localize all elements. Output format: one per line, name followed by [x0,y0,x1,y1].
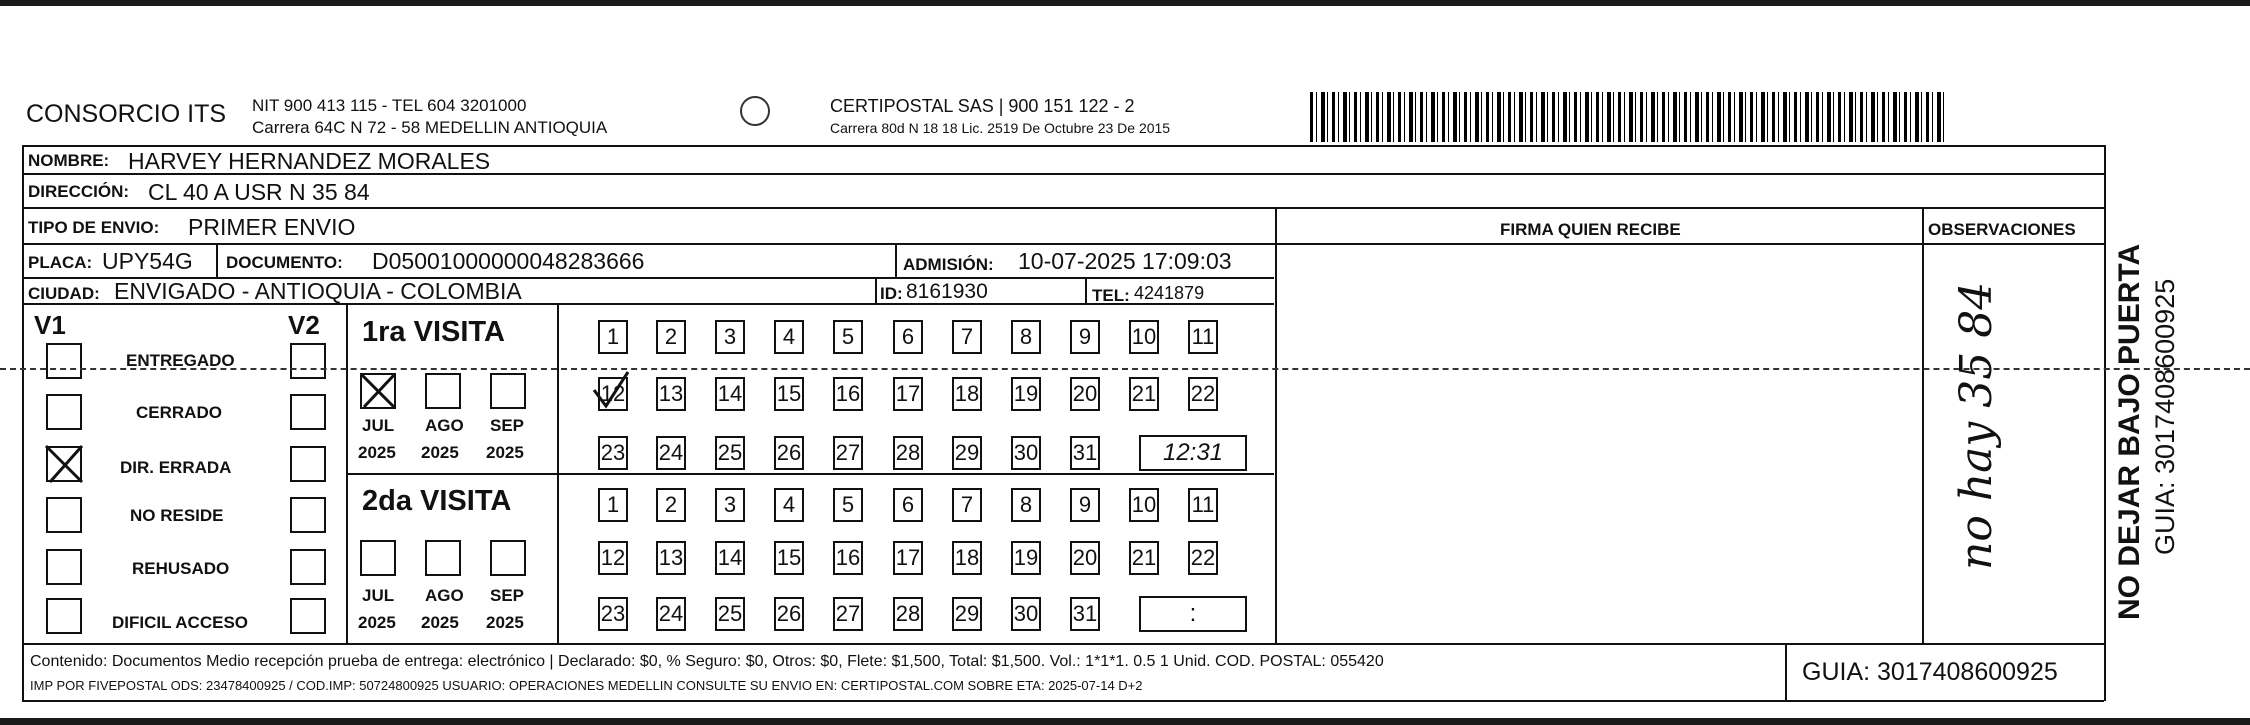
observaciones-header: OBSERVACIONES [1928,220,2076,239]
day-12-check-mark-icon [588,370,632,414]
first-visit-day-28[interactable]: 28 [893,436,923,470]
carrier-license: Carrera 80d N 18 18 Lic. 2519 De Octubre 23 De 2015 [830,120,1171,136]
second-visit-day-5[interactable]: 5 [833,488,863,522]
first-visit-day-21[interactable]: 21 [1129,377,1159,411]
first-visit-day-25[interactable]: 25 [715,436,745,470]
first-visit-title: 1ra VISITA [362,316,505,348]
admision-label: ADMISIÓN: [903,255,994,274]
first-visit-day-7[interactable]: 7 [952,320,982,354]
v2-dir-errada-checkbox[interactable] [290,446,326,482]
v1-dificil-acceso-checkbox[interactable] [46,598,82,634]
bottom-border [0,718,2250,725]
second-visit-day-15[interactable]: 15 [774,541,804,575]
second-visit-day-17[interactable]: 17 [893,541,923,575]
check-mark-icon [42,442,86,486]
first-visit-month-ago: AGO [425,416,464,435]
first-visit-day-23[interactable]: 23 [598,436,628,470]
second-visit-day-23[interactable]: 23 [598,597,628,631]
first-visit-day-19[interactable]: 19 [1011,377,1041,411]
second-visit-jul-checkbox[interactable] [360,540,396,576]
certipostal-logo [740,96,770,126]
fold-line [0,368,2250,370]
second-visit-day-29[interactable]: 29 [952,597,982,631]
first-visit-month-jul: JUL [362,416,395,435]
ciudad-label: CIUDAD: [28,284,100,303]
second-visit-day-19[interactable]: 19 [1011,541,1041,575]
company-nit-tel: NIT 900 413 115 - TEL 604 3201000 [252,96,527,115]
barcode [1310,92,1945,142]
side-warning: NO DEJAR BAJO PUERTA [2113,243,2146,620]
second-visit-day-20[interactable]: 20 [1070,541,1100,575]
first-visit-day-5[interactable]: 5 [833,320,863,354]
top-border [0,0,2250,6]
tipo-envio-label: TIPO DE ENVIO: [28,218,160,237]
second-visit-day-28[interactable]: 28 [893,597,923,631]
documento-value: D05001000000048283666 [372,248,645,274]
documento-label: DOCUMENTO: [226,253,343,272]
first-visit-day-9[interactable]: 9 [1070,320,1100,354]
second-visit-day-13[interactable]: 13 [656,541,686,575]
tipo-envio-value: PRIMER ENVIO [188,214,356,240]
status-dir-errada: DIR. ERRADA [120,458,232,477]
check-mark-icon [356,369,400,413]
tel-value: 4241879 [1134,283,1205,303]
nombre-label: NOMBRE: [28,151,110,170]
first-visit-day-3[interactable]: 3 [715,320,745,354]
first-visit-day-6[interactable]: 6 [893,320,923,354]
v1-cerrado-checkbox[interactable] [46,394,82,430]
v2-entregado-checkbox[interactable] [290,343,326,379]
first-visit-day-14[interactable]: 14 [715,377,745,411]
admision-value: 10-07-2025 17:09:03 [1018,248,1232,274]
second-visit-day-6[interactable]: 6 [893,488,923,522]
tel-label: TEL: [1092,286,1130,305]
second-visit-month-jul: JUL [362,586,395,605]
second-visit-day-22[interactable]: 22 [1188,541,1218,575]
second-visit-year-jul: 2025 [358,613,396,632]
second-visit-day-11[interactable]: 11 [1188,488,1218,522]
form-top-border [22,145,2104,147]
second-visit-year-sep: 2025 [486,613,524,632]
first-visit-day-13[interactable]: 13 [656,377,686,411]
id-value: 8161930 [906,280,988,303]
second-visit-day-9[interactable]: 9 [1070,488,1100,522]
second-visit-day-12[interactable]: 12 [598,541,628,575]
first-visit-day-27[interactable]: 27 [833,436,863,470]
handwritten-observation: no hay 35 84 [1951,281,2002,570]
footer-content: Contenido: Documentos Medio recepción prueba de entrega: electrónico | Declarado: $0, % Seguro: $0, Otros: $0, Flete: $1,500, Total: $1,500. Vol.: 1*1*1. 0.5 1 Unid. COD. POSTAL: 055420 [30,653,1384,670]
second-visit-time[interactable]: : [1139,596,1247,632]
company-address: Carrera 64C N 72 - 58 MEDELLIN ANTIOQUIA [252,118,608,137]
second-visit-month-ago: AGO [425,586,464,605]
first-visit-day-26[interactable]: 26 [774,436,804,470]
placa-value: UPY54G [102,248,193,274]
v2-cerrado-checkbox[interactable] [290,394,326,430]
second-visit-day-16[interactable]: 16 [833,541,863,575]
second-visit-day-3[interactable]: 3 [715,488,745,522]
second-visit-sep-checkbox[interactable] [490,540,526,576]
first-visit-year-ago: 2025 [421,443,459,462]
first-visit-day-8[interactable]: 8 [1011,320,1041,354]
first-visit-day-20[interactable]: 20 [1070,377,1100,411]
second-visit-day-8[interactable]: 8 [1011,488,1041,522]
nombre-value: HARVEY HERNANDEZ MORALES [128,148,491,174]
v2-no-reside-checkbox[interactable] [290,497,326,533]
direccion-value: CL 40 A USR N 35 84 [148,179,370,205]
second-visit-day-7[interactable]: 7 [952,488,982,522]
second-visit-day-24[interactable]: 24 [656,597,686,631]
ciudad-value: ENVIGADO - ANTIOQUIA - COLOMBIA [114,278,522,304]
second-visit-day-27[interactable]: 27 [833,597,863,631]
first-visit-day-2[interactable]: 2 [656,320,686,354]
first-visit-ago-checkbox[interactable] [425,373,461,409]
v1-dir-errada-checkbox[interactable] [46,446,82,482]
first-visit-day-24[interactable]: 24 [656,436,686,470]
second-visit-day-25[interactable]: 25 [715,597,745,631]
v2-rehusado-checkbox[interactable] [290,549,326,585]
placa-label: PLACA: [28,253,93,272]
first-visit-time[interactable]: 12:31 [1139,435,1247,471]
first-visit-day-18[interactable]: 18 [952,377,982,411]
status-entregado: ENTREGADO [126,351,235,370]
first-visit-sep-checkbox[interactable] [490,373,526,409]
status-rehusado: REHUSADO [132,559,230,578]
second-visit-day-10[interactable]: 10 [1129,488,1159,522]
v1-no-reside-checkbox[interactable] [46,497,82,533]
second-visit-day-14[interactable]: 14 [715,541,745,575]
first-visit-day-15[interactable]: 15 [774,377,804,411]
second-visit-day-18[interactable]: 18 [952,541,982,575]
first-visit-jul-checkbox[interactable] [360,373,396,409]
second-visit-day-2[interactable]: 2 [656,488,686,522]
first-visit-day-22[interactable]: 22 [1188,377,1218,411]
second-visit-month-sep: SEP [490,586,525,605]
firma-header: FIRMA QUIEN RECIBE [1500,220,1681,239]
footer-guia: GUIA: 3017408600925 [1802,658,2058,686]
first-visit-day-10[interactable]: 10 [1129,320,1159,354]
first-visit-day-30[interactable]: 30 [1011,436,1041,470]
first-visit-day-17[interactable]: 17 [893,377,923,411]
second-visit-day-21[interactable]: 21 [1129,541,1159,575]
v2-dificil-acceso-checkbox[interactable] [290,598,326,634]
first-visit-day-11[interactable]: 11 [1188,320,1218,354]
second-visit-ago-checkbox[interactable] [425,540,461,576]
first-visit-day-1[interactable]: 1 [598,320,628,354]
first-visit-day-16[interactable]: 16 [833,377,863,411]
second-visit-day-30[interactable]: 30 [1011,597,1041,631]
direccion-label: DIRECCIÓN: [28,182,130,201]
status-cerrado: CERRADO [136,403,222,422]
first-visit-day-4[interactable]: 4 [774,320,804,354]
second-visit-day-1[interactable]: 1 [598,488,628,522]
id-label: ID: [880,284,903,303]
first-visit-year-sep: 2025 [486,443,524,462]
v1-entregado-checkbox[interactable] [46,343,82,379]
status-no-reside: NO RESIDE [130,506,224,525]
v1-header: V1 [34,310,66,340]
carrier-name: CERTIPOSTAL SAS | 900 151 122 - 2 [830,96,1135,116]
first-visit-month-sep: SEP [490,416,525,435]
company-name: CONSORCIO ITS [26,100,227,128]
status-dificil-acceso: DIFICIL ACCESO [112,613,249,632]
second-visit-title: 2da VISITA [362,485,512,517]
first-visit-day-29[interactable]: 29 [952,436,982,470]
first-visit-year-jul: 2025 [358,443,396,462]
first-visit-day-31[interactable]: 31 [1070,436,1100,470]
second-visit-day-31[interactable]: 31 [1070,597,1100,631]
second-visit-day-26[interactable]: 26 [774,597,804,631]
footer-imp: IMP POR FIVEPOSTAL ODS: 23478400925 / COD.IMP: 50724800925 USUARIO: OPERACIONES MEDELLIN CONSULTE SU ENVIO EN: CERTIPOSTAL.COM SOBRE ETA: 2025-07-14 D+2 [30,678,1143,693]
v1-rehusado-checkbox[interactable] [46,549,82,585]
second-visit-year-ago: 2025 [421,613,459,632]
second-visit-day-4[interactable]: 4 [774,488,804,522]
first-visit-day-12[interactable]: 12 [598,377,628,411]
v2-header: V2 [288,310,320,340]
side-guia: GUIA: 3017408600925 [2150,278,2180,555]
